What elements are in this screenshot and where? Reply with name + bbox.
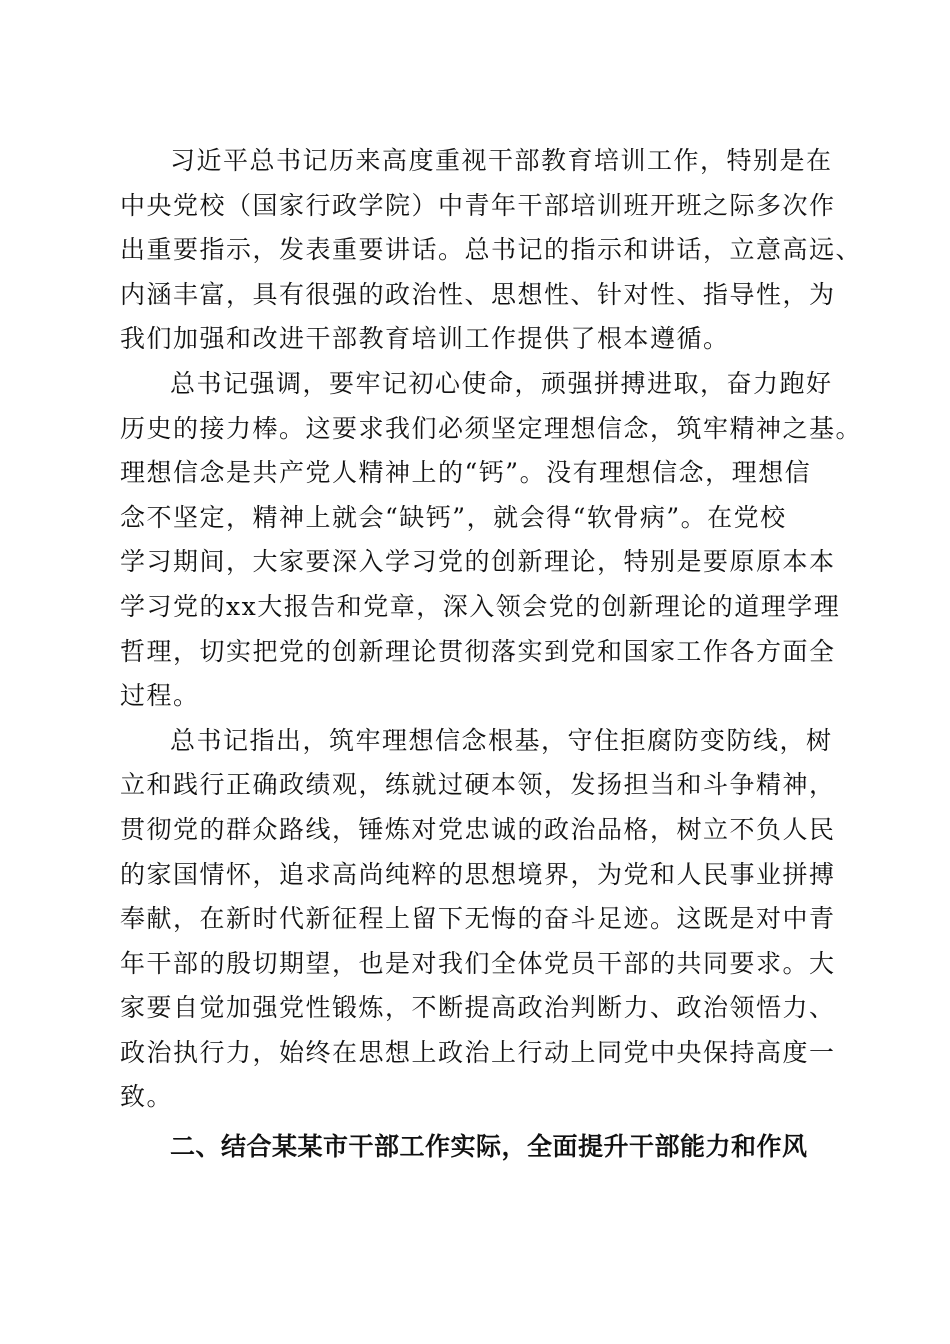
paragraph-line: 出重要指示，发表重要讲话。总书记的指示和讲话，立意高远、 [120,235,863,265]
paragraph-line: 过程。 [120,681,200,711]
paragraph-line: 学习期间，大家要深入学习党的创新理论，特别是要原原本本 [120,547,836,577]
paragraph-line: 贯彻党的群众路线，锤炼对党忠诚的政治品格，树立不负人民 [120,814,836,844]
paragraph-line: 习近平总书记历来高度重视干部教育培训工作，特别是在 [170,146,833,175]
paragraph-line: 年干部的殷切期望，也是对我们全体党员干部的共同要求。大 [120,948,836,978]
paragraph-line: 历史的接力棒。这要求我们必须坚定理想信念，筑牢精神之基。 [120,413,863,443]
paragraph-line: 的家国情怀，追求高尚纯粹的思想境界，为党和人民事业拼搏 [120,859,836,889]
paragraph-line: 内涵丰富，具有很强的政治性、思想性、针对性、指导性，为 [120,279,836,309]
paragraph-line: 家要自觉加强党性锻炼，不断提高政治判断力、政治领悟力、 [120,993,836,1023]
document-body [120,139,863,1170]
paragraph-line: 学习党的xx大报告和党章，深入领会党的创新理论的道理学理 [120,591,841,621]
paragraph-1 [120,139,863,362]
paragraph-line: 总书记指出，筑牢理想信念根基，守住拒腐防变防线，树 [170,725,833,755]
paragraph-line: 政治执行力，始终在思想上政治上行动上同党中央保持高度一 [120,1037,836,1067]
paragraph-line: 总书记强调，要牢记初心使命，顽强拼搏进取，奋力跑好 [170,368,833,398]
paragraph-line: 奉献，在新时代新征程上留下无悔的奋斗足迹。这既是对中青 [120,904,836,934]
paragraph-line: 立和践行正确政绩观，练就过硬本领，发扬担当和斗争精神， [120,770,836,800]
paragraph-line: 致。 [120,1082,174,1112]
paragraph-line: 哲理，切实把党的创新理论贯彻落实到党和国家工作各方面全 [120,636,836,666]
paragraph-line: 理想信念是共产党人精神上的“钙”。没有理想信念，理想信 [120,458,812,488]
section-heading: 二、结合某某市干部工作实际，全面提升干部能力和作风 [170,1132,808,1162]
paragraph-line: 中央党校（国家行政学院）中青年干部培训班开班之际多次作 [120,190,836,220]
paragraph-2 [120,362,863,719]
paragraph-3 [120,719,835,1120]
paragraph-line: 我们加强和改进干部教育培训工作提供了根本遵循。 [120,324,730,354]
paragraph-line: 念不坚定，精神上就会“缺钙”，就会得“软骨病”。在党校 [120,502,787,532]
